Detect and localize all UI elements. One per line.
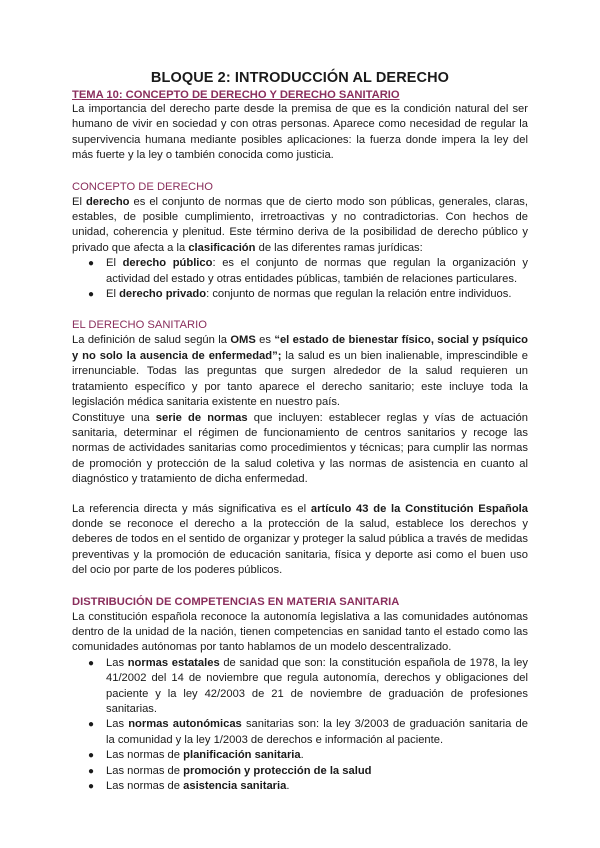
competencias-list xyxy=(72,656,528,795)
bullet-icon: ● xyxy=(88,719,95,731)
list-item: ● Las normas de planificación sanitaria. xyxy=(106,748,528,763)
concepto-paragraph: El derecho es el conjunto de normas que de cierto modo son públicas, generales, claras, estables, de posible cumplimiento, irretroactivas y no contradictorias. Con hechos de unidad, coherencia y plenitud. Este término deriva de la posibilidad de derecho público y privado que afecta a la clasificación de las diferentes ramas jurídicas: xyxy=(72,195,528,254)
list-item: ● Las normas de promoción y protección de la salud xyxy=(106,764,528,779)
bullet-icon: ● xyxy=(88,765,95,777)
list-item: ● Las normas autonómicas sanitarias son: la ley 3/2003 de graduación sanitaria de la comunidad y la ley 1/2003 de derechos e información al paciente. xyxy=(88,718,528,746)
document-page xyxy=(72,70,528,794)
bullet-icon: ● xyxy=(88,657,95,669)
list-item: ● Las normas estatales de sanidad que son: la constitución española de 1978, la ley 41/2002 del 14 de noviembre que regula autonomía, derechos y obligaciones del paciente y la ley 42/2003 de 21 de noviembre de graduación de profesiones sanitarias. xyxy=(88,656,528,715)
section-heading-concepto: CONCEPTO DE DERECHO xyxy=(72,180,213,193)
concepto-list xyxy=(72,256,528,302)
topic-heading: TEMA 10: CONCEPTO DE DERECHO Y DERECHO SANITARIO xyxy=(72,89,400,101)
list-item: ● El derecho privado: conjunto de normas que regulan la relación entre individuos. xyxy=(106,287,528,302)
bullet-icon: ● xyxy=(88,750,95,762)
list-item: ● El derecho público: es el conjunto de normas que regulan la organización y actividad del estado y otras entidades públicas, también de relaciones particulares. xyxy=(88,257,528,285)
section-heading-sanitario: EL DERECHO SANITARIO xyxy=(72,319,207,332)
sanitario-paragraph-2: Constituye una serie de normas que incluyen: establecer reglas y vías de actuación sanitaria, determinar el régimen de funcionamiento de centros sanitarios y recoge las normas de actividades sanitarias como procedimientos y técnicas; para cumplir las normas de promoción y protección de la salud coletiva y las normas de asistencia en cuanto al diagnóstico y tratamiento de dicha enfermedad. xyxy=(72,411,528,486)
sanitario-paragraph-1: La definición de salud según la OMS es “el estado de bienestar físico, social y psíquico y no solo la ausencia de enfermedad”; la salud es un bien inalienable, imprescindible e irrenunciable. Todas las preguntas que surgen alrededor de la salud requieren un tratamiento específico y por tanto aparece el derecho sanitario; este incluye toda la legislación médica sanitaria existente en nuestro país. xyxy=(72,334,529,409)
bullet-icon: ● xyxy=(88,258,95,270)
bullet-icon: ● xyxy=(88,781,95,793)
list-item: ● Las normas de asistencia sanitaria. xyxy=(106,779,528,794)
bullet-icon: ● xyxy=(88,289,95,301)
page-title: BLOQUE 2: INTRODUCCIÓN AL DERECHO xyxy=(150,70,450,86)
sanitario-paragraph-3: La referencia directa y más significativa es el artículo 43 de la Constitución Española donde se reconoce el derecho a la protección de la salud, establece los derechos y deberes de todos en el sentido de organizar y proteger la salud pública a través de medidas preventivas y la promoción de educación sanitaria, física y deporte asi como el buen uso del ocio por parte de los poderes públicos. xyxy=(72,502,528,577)
intro-paragraph: La importancia del derecho parte desde la premisa de que es la condición natural del ser humano de vivir en sociedad y con otras personas. Aparece como necesidad de regular la supervivencia humana mediante posibles aplicaciones: la fuerza donde impera la ley del más fuerte y la ley o también conocida como justicia. xyxy=(72,103,528,162)
competencias-paragraph: La constitución española reconoce la autonomía legislativa a las comunidades autónomas dentro de la unidad de la nación, tienen competencias en sanidad tanto el estado como las comunidades autónomas por tanto hablamos de un modelo descentralizado. xyxy=(72,610,528,654)
section-heading-competencias: DISTRIBUCIÓN DE COMPETENCIAS EN MATERIA SANITARIA xyxy=(72,595,400,608)
